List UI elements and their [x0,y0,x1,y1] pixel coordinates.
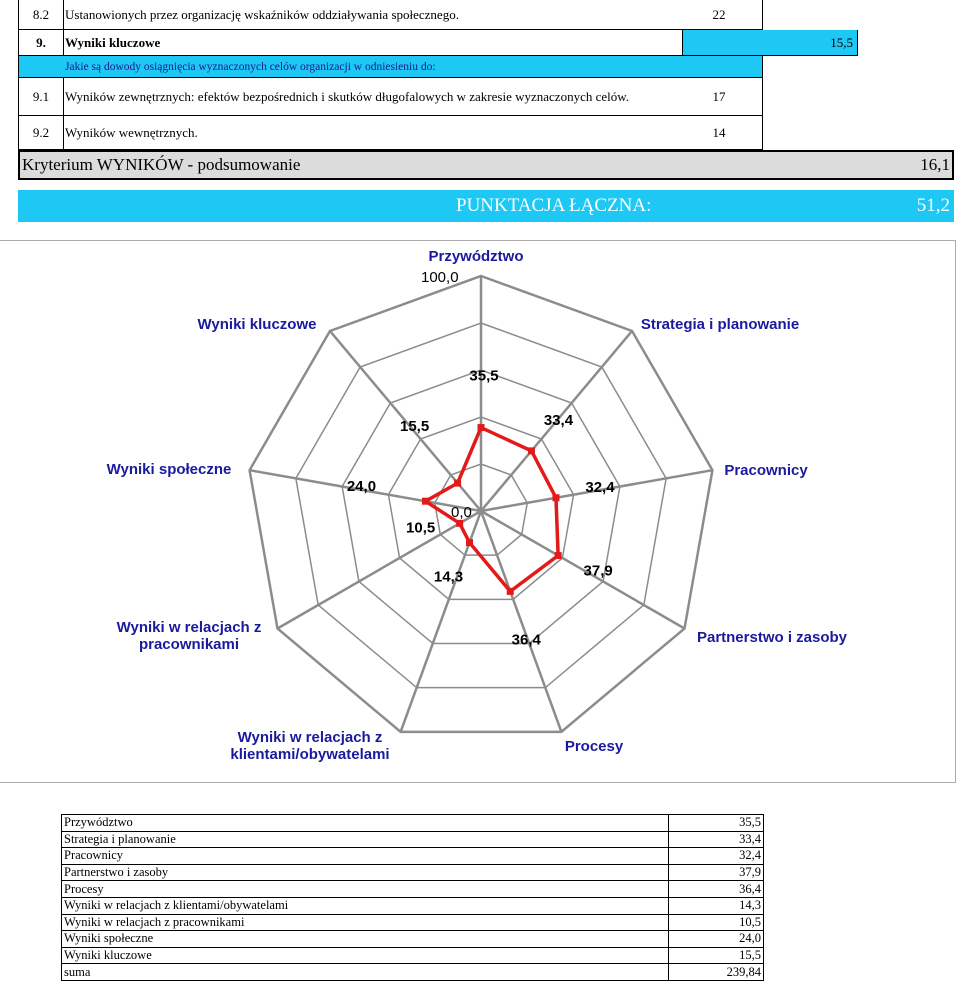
summary-label: Procesy [62,881,669,898]
summary-label: Pracownicy [62,848,669,865]
summary-label: Wyniki w relacjach z klientami/obywatelami [62,897,669,914]
summary-value: 35,5 [669,815,764,832]
summary-value: 32,4 [669,848,764,865]
radar-value-label: 35,5 [469,367,499,385]
summary-label: Przywództwo [62,815,669,832]
summary-row [62,831,764,848]
radar-category-label: Partnerstwo i zasoby [696,629,848,646]
summary-table [61,814,764,981]
summary-row [62,964,764,981]
row-text: Ustanowionych przez organizację wskaźników oddziaływania społecznego. [65,6,459,22]
radar-center-label: 0,0 [451,504,472,521]
radar-value-label: 10,5 [406,519,436,537]
radar-category-label: pracownikami [138,636,240,653]
radar-data-point [507,588,514,595]
summary-value: 33,4 [669,831,764,848]
summary-row [62,931,764,948]
row-text: Wyników zewnętrznych: efektów bezpośrednich i skutków długofalowych w zakresie wyznaczonych celów. [65,88,630,104]
radar-value-label: 14,3 [433,568,464,586]
summary-value: 15,5 [669,947,764,964]
summary-value: 14,3 [669,897,764,914]
criterion-value: 16,1 [920,155,950,174]
radar-value-label: 24,0 [346,478,377,496]
radar-value-label: 15,5 [399,418,430,436]
radar-category-label: Wyniki w relacjach z [116,619,262,636]
row-value: 14 [712,124,726,140]
radar-category-label: Przywództwo [428,248,524,265]
summary-row [62,897,764,914]
radar-category-label: klientami/obywatelami [230,746,390,763]
summary-row [62,815,764,832]
radar-data-point [555,552,562,559]
radar-category-label: Strategia i planowanie [640,316,800,333]
radar-value-label: 36,4 [511,631,541,649]
radar-data-point [422,498,429,505]
summary-row [62,947,764,964]
row-text: Wyniki kluczowe [65,34,161,50]
summary-row [62,914,764,931]
row-value: 17 [712,88,726,104]
total-value: 51,2 [916,195,950,216]
summary-label: Partnerstwo i zasoby [62,864,669,881]
summary-value: 37,9 [669,864,764,881]
radar-category-label: Procesy [564,738,624,755]
summary-row [62,881,764,898]
radar-value-label: 32,4 [585,478,615,496]
summary-row [62,848,764,865]
radar-axis-spoke [481,511,561,732]
radar-category-label: Wyniki społeczne [106,461,232,478]
row-number: 9. [19,30,64,55]
radar-value-label: 37,9 [583,562,613,580]
summary-label: Wyniki społeczne [62,931,669,948]
radar-value-label: 33,4 [543,411,574,429]
criterion-label: Kryterium WYNIKÓW - podsumowanie [22,155,301,174]
radar-category-label: Pracownicy [724,462,808,479]
summary-label: Wyniki w relacjach z pracownikami [62,914,669,931]
radar-data-point [466,539,473,546]
summary-row [62,864,764,881]
row-number: 9.2 [19,116,64,149]
total-label: PUNKTACJA ŁĄCZNA: [456,195,652,216]
summary-value: 10,5 [669,914,764,931]
summary-label: suma [62,964,669,981]
row-text: Jakie są dowody osiągnięcia wyznaczonych celów organizacji w odniesieniu do: [65,60,436,73]
radar-data-point [478,424,485,431]
summary-label: Wyniki kluczowe [62,947,669,964]
summary-value: 36,4 [669,881,764,898]
summary-label: Strategia i planowanie [62,831,669,848]
row-number: 8.2 [19,0,64,29]
row-text: Wyników wewnętrznych. [65,124,198,140]
row-number: 9.1 [19,78,64,115]
radar-axis-max-label: 100,0 [421,269,459,286]
section-value: 15,5 [830,34,853,50]
radar-category-label: Wyniki kluczowe [197,316,317,333]
row-value: 22 [712,6,726,22]
radar-data-point [528,447,535,454]
summary-value: 24,0 [669,931,764,948]
radar-data-point [552,494,559,501]
summary-value: 239,84 [669,964,764,981]
radar-data-point [454,480,461,487]
radar-category-label: Wyniki w relacjach z [237,729,383,746]
